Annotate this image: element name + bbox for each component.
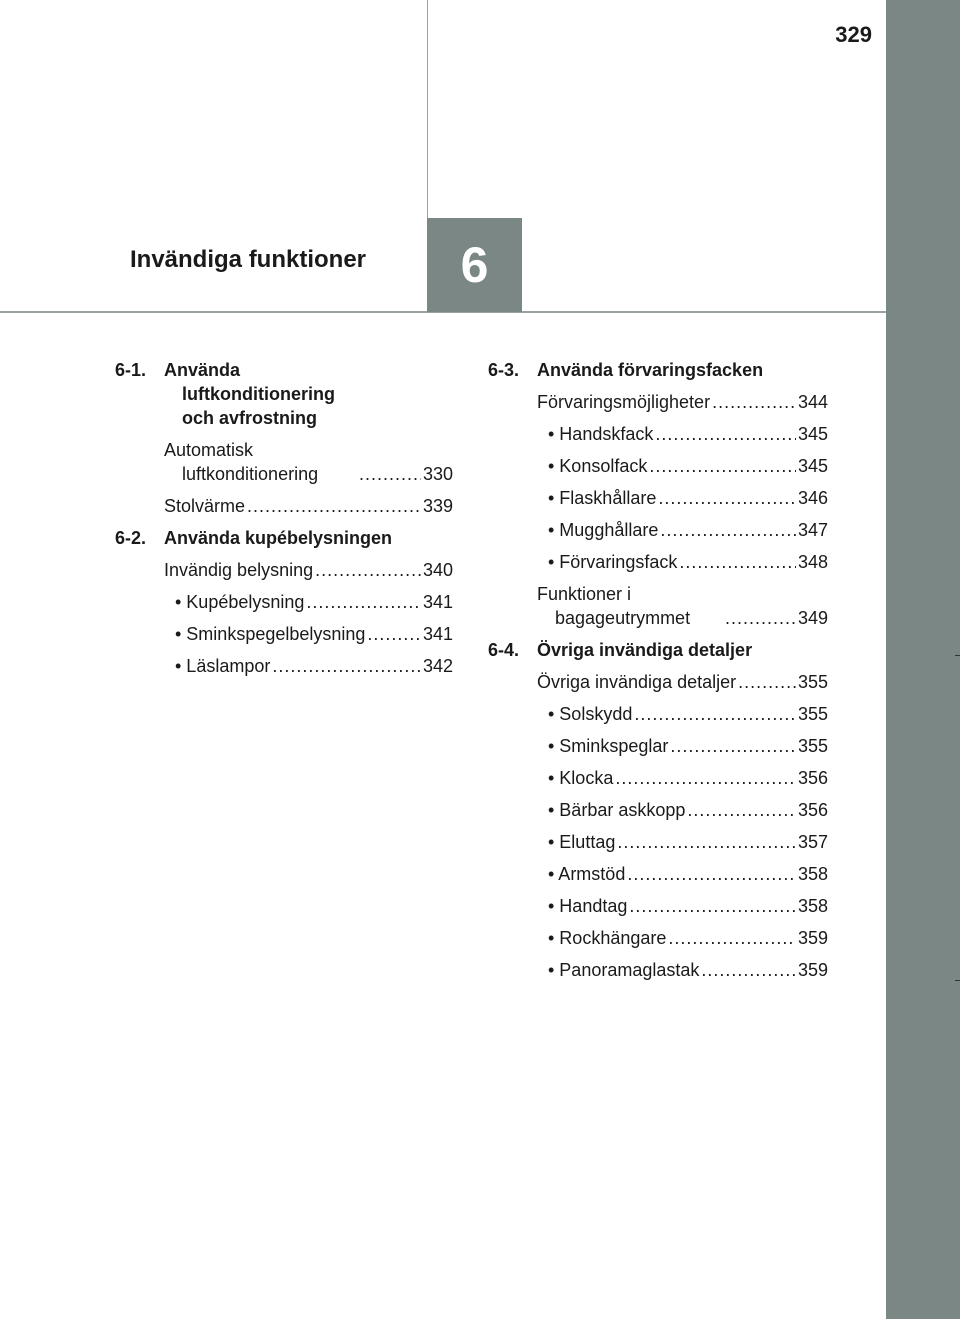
section-number: 6-4. [488, 640, 520, 660]
leader-dots [306, 590, 421, 614]
section-title: Använda luftkonditionering och avfrostning [164, 360, 335, 428]
toc-entry[interactable] [175, 622, 453, 646]
entry-page: 345 [797, 456, 828, 476]
entry-page: 339 [422, 496, 453, 516]
edge-tick-mark [955, 980, 960, 981]
entry-label: • Solskydd [548, 704, 633, 724]
entry-page: 355 [797, 704, 828, 724]
leader-dots [247, 494, 421, 518]
entry-page: 349 [797, 608, 828, 628]
chapter-number-box [427, 218, 522, 312]
toc-section-6-1[interactable] [115, 358, 453, 430]
page-number: 329 [835, 22, 872, 47]
entry-page: 358 [797, 896, 828, 916]
entry-label: • Sminkspegelbelysning [175, 624, 366, 644]
toc-entry[interactable] [548, 862, 828, 886]
leader-dots [679, 550, 796, 574]
entry-label: • Bärbar askkopp [548, 800, 686, 820]
entry-page: 340 [422, 560, 453, 580]
entry-page: 348 [797, 552, 828, 572]
entry-page: 358 [797, 864, 828, 884]
edge-tick-mark [955, 655, 960, 656]
leader-dots [315, 558, 421, 582]
entry-page: 357 [797, 832, 828, 852]
entry-label: • Panoramaglastak [548, 960, 700, 980]
entry-label: Funktioner i bagageutrymmet [537, 584, 691, 628]
entry-label: Övriga invändiga detaljer [537, 672, 737, 692]
toc-section-6-2[interactable] [115, 526, 453, 550]
toc-section-6-4[interactable] [488, 638, 828, 662]
entry-page: 345 [797, 424, 828, 444]
toc-entry[interactable] [175, 590, 453, 614]
entry-label: • Handtag [548, 896, 628, 916]
leader-dots [701, 958, 796, 982]
toc-entry[interactable] [548, 766, 828, 790]
entry-page: 342 [422, 656, 453, 676]
toc-entry[interactable] [537, 582, 828, 630]
toc-entry[interactable] [164, 558, 453, 582]
header-vertical-rule [427, 0, 428, 218]
section-title: Använda kupébelysningen [164, 528, 393, 548]
entry-label: Förvaringsmöjligheter [537, 392, 711, 412]
toc-entry[interactable] [548, 550, 828, 574]
entry-label: • Konsolfack [548, 456, 648, 476]
entry-page: 356 [797, 768, 828, 788]
section-number: 6-3. [488, 360, 520, 380]
entry-label: • Eluttag [548, 832, 616, 852]
entry-label: • Kupébelysning [175, 592, 305, 612]
entry-page: 346 [797, 488, 828, 508]
entry-label: • Sminkspeglar [548, 736, 669, 756]
toc-entry[interactable] [548, 830, 828, 854]
entry-page: 347 [797, 520, 828, 540]
entry-label: • Armstöd [548, 864, 626, 884]
toc-entry[interactable] [548, 518, 828, 542]
toc-entry[interactable] [164, 438, 453, 486]
leader-dots [629, 894, 796, 918]
toc-entry[interactable] [548, 422, 828, 446]
leader-dots [359, 462, 421, 486]
entry-label: • Flaskhållare [548, 488, 657, 508]
leader-dots [649, 454, 796, 478]
leader-dots [615, 766, 796, 790]
leader-dots [660, 518, 796, 542]
leader-dots [687, 798, 796, 822]
leader-dots [668, 926, 796, 950]
entry-page: 344 [797, 392, 828, 412]
entry-label: • Handskfack [548, 424, 654, 444]
chapter-side-tab [886, 0, 960, 1319]
entry-page: 359 [797, 960, 828, 980]
toc-entry[interactable] [548, 958, 828, 982]
entry-page: 341 [422, 592, 453, 612]
section-title: Använda förvaringsfacken [537, 360, 764, 380]
leader-dots [655, 422, 796, 446]
leader-dots [738, 670, 796, 694]
leader-dots [627, 862, 796, 886]
entry-page: 355 [797, 736, 828, 756]
entry-page: 341 [422, 624, 453, 644]
toc-left-column [115, 358, 453, 686]
toc-entry[interactable] [548, 702, 828, 726]
entry-label: Automatisk luftkonditionering [164, 440, 319, 484]
entry-label: • Rockhängare [548, 928, 667, 948]
toc-entry[interactable] [175, 654, 453, 678]
entry-label: • Mugghållare [548, 520, 659, 540]
toc-entry[interactable] [537, 670, 828, 694]
entry-label: Stolvärme [164, 496, 246, 516]
toc-entry[interactable] [548, 486, 828, 510]
toc-right-column [488, 358, 828, 990]
entry-label: • Förvaringsfack [548, 552, 678, 572]
leader-dots [617, 830, 796, 854]
section-number: 6-1. [115, 360, 147, 380]
entry-page: 359 [797, 928, 828, 948]
section-number: 6-2. [115, 528, 147, 548]
toc-entry[interactable] [548, 926, 828, 950]
toc-entry[interactable] [548, 798, 828, 822]
section-title: Övriga invändiga detaljer [537, 640, 753, 660]
toc-section-6-3[interactable] [488, 358, 828, 382]
toc-entry[interactable] [164, 494, 453, 518]
entry-page: 355 [797, 672, 828, 692]
toc-entry[interactable] [537, 390, 828, 414]
leader-dots [272, 654, 421, 678]
entry-label: • Klocka [548, 768, 614, 788]
toc-entry[interactable] [548, 734, 828, 758]
entry-page: 356 [797, 800, 828, 820]
leader-dots [712, 390, 796, 414]
chapter-title: Invändiga funktioner [130, 246, 367, 273]
entry-label: • Läslampor [175, 656, 271, 676]
leader-dots [670, 734, 796, 758]
entry-label: Invändig belysning [164, 560, 314, 580]
toc-entry[interactable] [548, 894, 828, 918]
toc-entry[interactable] [548, 454, 828, 478]
leader-dots [367, 622, 421, 646]
entry-page: 330 [422, 464, 453, 484]
leader-dots [658, 486, 796, 510]
leader-dots [634, 702, 796, 726]
chapter-number: 6 [460, 237, 489, 293]
leader-dots [725, 606, 796, 630]
